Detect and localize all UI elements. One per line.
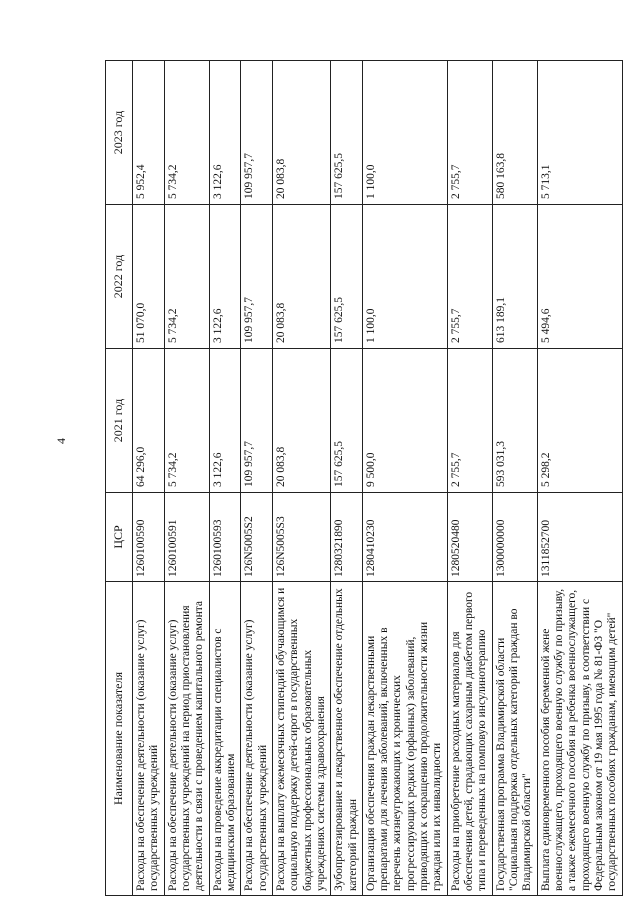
row-value-2023: 109 957,7	[241, 61, 273, 205]
row-value-2022: 20 083,8	[272, 205, 330, 349]
table-row	[164, 61, 209, 896]
row-code: 1300000000	[492, 493, 537, 582]
table-row	[241, 61, 273, 896]
row-value-2023: 5 734,2	[164, 61, 209, 205]
table-row	[362, 61, 447, 896]
table-row	[537, 61, 622, 896]
header-name: Наименование показателя	[106, 582, 133, 896]
header-2022: 2022 год	[106, 205, 133, 349]
table-row	[492, 61, 537, 896]
row-name: Организация обеспечения граждан лекарственными препаратами для лечения заболеваний, включенных в перечень жизнеугрожающих и хронических прогрессирующих редких (орфанных) заболеваний, приводящих к сокращению продолжительности жизни граждан или их инвалидности	[362, 582, 447, 896]
row-code: 1311852700	[537, 493, 622, 582]
header-2023: 2023 год	[106, 61, 133, 205]
row-value-2022: 51 070,0	[132, 205, 164, 349]
row-value-2023: 5 952,4	[132, 61, 164, 205]
row-value-2023: 3 122,6	[209, 61, 241, 205]
row-value-2021: 2 755,7	[447, 349, 492, 493]
header-code: ЦСР	[106, 493, 133, 582]
table-row	[331, 61, 363, 896]
table-row	[272, 61, 330, 896]
row-code: 1260100593	[209, 493, 241, 582]
table-row	[132, 61, 164, 896]
header-2021: 2021 год	[106, 349, 133, 493]
row-name: Расходы на обеспечение деятельности (оказание услуг) государственных учреждений на период приостановления деятельности в связи с проведением капитального ремонта	[164, 582, 209, 896]
budget-table	[105, 60, 623, 896]
row-code: 1260100590	[132, 493, 164, 582]
row-value-2022: 157 625,5	[331, 205, 363, 349]
row-value-2022: 5 734,2	[164, 205, 209, 349]
row-value-2023: 2 755,7	[447, 61, 492, 205]
table-row	[447, 61, 492, 896]
row-code: 126N5005S2	[241, 493, 273, 582]
row-value-2022: 2 755,7	[447, 205, 492, 349]
row-value-2023: 1 100,0	[362, 61, 447, 205]
row-name: Расходы на приобретение расходных материалов для обеспечения детей, страдающих сахарным диабетом первого типа и переведенных на помповую инсулинотерапию	[447, 582, 492, 896]
row-value-2021: 593 031,3	[492, 349, 537, 493]
row-value-2022: 1 100,0	[362, 205, 447, 349]
row-value-2021: 20 083,8	[272, 349, 330, 493]
row-name: Расходы на проведение аккредитации специалистов с медицинским образованием	[209, 582, 241, 896]
table-row	[209, 61, 241, 896]
row-code: 126N5005S3	[272, 493, 330, 582]
page-number: 4	[54, 438, 68, 444]
row-name: Зубопротезирование и лекарственное обеспечение отдельных категорий граждан	[331, 582, 363, 896]
row-value-2023: 5 713,1	[537, 61, 622, 205]
row-name: Расходы на обеспечение деятельности (оказание услуг) государственных учреждений	[241, 582, 273, 896]
row-value-2021: 3 122,6	[209, 349, 241, 493]
row-code: 1260100591	[164, 493, 209, 582]
row-code: 1280520480	[447, 493, 492, 582]
row-value-2021: 64 296,0	[132, 349, 164, 493]
row-code: 1280410230	[362, 493, 447, 582]
row-name: Государственная программа Владимирской области "Социальная поддержка отдельных категорий граждан во Владимирской области"	[492, 582, 537, 896]
row-name: Выплата единовременного пособия беременной жене военнослужащего, проходящего военную службу по призыву, а также ежемесячного пособия на ребенка военнослужащего, проходящего военную службу по призыву, в соответствии с Федеральным законом от 19 мая 1995 года № 81-ФЗ "О государственных пособиях гражданам, имеющим детей"	[537, 582, 622, 896]
row-name: Расходы на выплату ежемесячных стипендий обучающимся и социальную поддержку детей-сирот в государственных бюджетных профессиональных образовательных учреждениях системы здравоохранения	[272, 582, 330, 896]
row-value-2023: 157 625,5	[331, 61, 363, 205]
row-name: Расходы на обеспечение деятельности (оказание услуг) государственных учреждений	[132, 582, 164, 896]
row-value-2022: 613 189,1	[492, 205, 537, 349]
row-value-2022: 5 494,6	[537, 205, 622, 349]
row-value-2021: 109 957,7	[241, 349, 273, 493]
row-value-2021: 9 500,0	[362, 349, 447, 493]
row-value-2021: 5 298,2	[537, 349, 622, 493]
rotated-table-container	[105, 61, 619, 896]
row-code: 1280321890	[331, 493, 363, 582]
row-value-2022: 109 957,7	[241, 205, 273, 349]
row-value-2023: 20 083,8	[272, 61, 330, 205]
row-value-2021: 157 625,5	[331, 349, 363, 493]
row-value-2022: 3 122,6	[209, 205, 241, 349]
table-header-row	[106, 61, 133, 896]
row-value-2023: 580 163,8	[492, 61, 537, 205]
row-value-2021: 5 734,2	[164, 349, 209, 493]
